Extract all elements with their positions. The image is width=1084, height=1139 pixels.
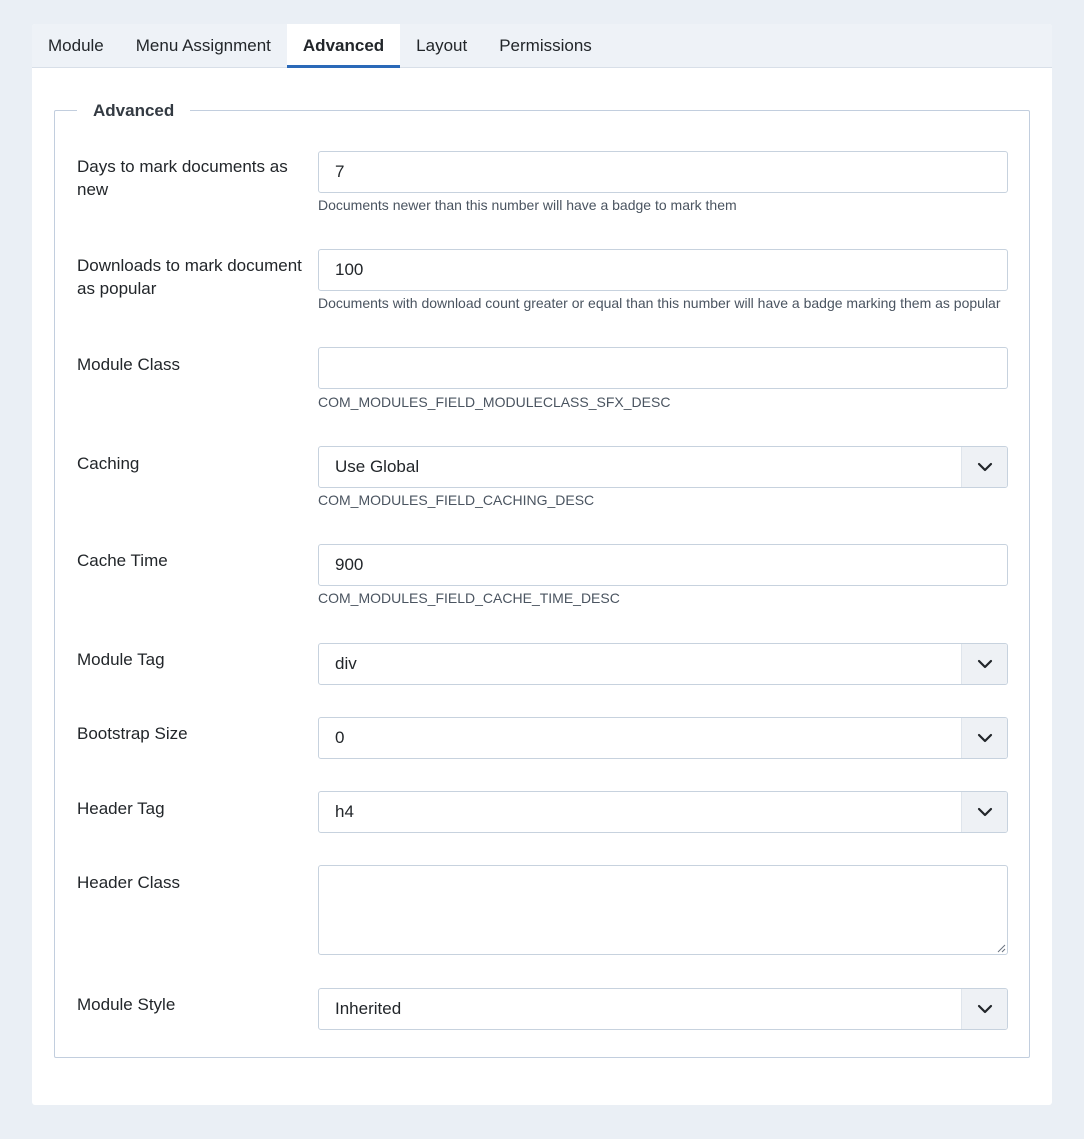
- module-style-dropdown-button[interactable]: [961, 989, 1007, 1029]
- cache-time-help: COM_MODULES_FIELD_CACHE_TIME_DESC: [318, 590, 620, 606]
- fieldset-legend: Advanced: [77, 100, 190, 122]
- chevron-down-icon: [977, 659, 993, 669]
- chevron-down-icon: [977, 462, 993, 472]
- header-class-textarea[interactable]: [318, 865, 1008, 955]
- header-class-label: Header Class: [77, 873, 180, 892]
- days-new-input[interactable]: 7: [318, 151, 1008, 193]
- tab-bar: [32, 24, 1052, 68]
- chevron-down-icon: [977, 733, 993, 743]
- module-class-input[interactable]: [318, 347, 1008, 389]
- bootstrap-size-select[interactable]: [318, 717, 1008, 759]
- module-edit-card: [32, 24, 1052, 1105]
- chevron-down-icon: [977, 807, 993, 817]
- caching-help: COM_MODULES_FIELD_CACHING_DESC: [318, 492, 595, 508]
- downloads-popular-label: Downloads to mark document as popular: [77, 256, 302, 298]
- tab-advanced[interactable]: Advanced: [287, 24, 400, 67]
- module-tag-select[interactable]: [318, 643, 1008, 685]
- header-tag-select[interactable]: [318, 791, 1008, 833]
- bootstrap-size-label: Bootstrap Size: [77, 724, 188, 743]
- advanced-fieldset: [54, 101, 1030, 1058]
- downloads-popular-input[interactable]: 100: [318, 249, 1008, 291]
- header-tag-selected-value: h4: [335, 802, 354, 821]
- module-tag-dropdown-button[interactable]: [961, 644, 1007, 684]
- days-new-label: Days to mark documents as new: [77, 157, 288, 199]
- tab-menu-assignment[interactable]: Menu Assignment: [135, 36, 271, 55]
- tab-module[interactable]: Module: [48, 36, 104, 55]
- module-class-label: Module Class: [77, 355, 180, 374]
- cache-time-label: Cache Time: [77, 551, 168, 570]
- module-style-select[interactable]: [318, 988, 1008, 1030]
- cache-time-input[interactable]: 900: [318, 544, 1008, 586]
- header-tag-dropdown-button[interactable]: [961, 792, 1007, 832]
- bootstrap-size-selected-value: 0: [335, 728, 345, 747]
- caching-dropdown-button[interactable]: [961, 447, 1007, 487]
- caching-selected-value: Use Global: [335, 457, 420, 476]
- days-new-help: Documents newer than this number will have a badge to mark them: [318, 197, 737, 213]
- module-class-help: COM_MODULES_FIELD_MODULECLASS_SFX_DESC: [318, 394, 671, 410]
- module-tag-selected-value: div: [335, 654, 357, 673]
- resize-grip-icon[interactable]: [996, 943, 1006, 953]
- caching-select[interactable]: [318, 446, 1008, 488]
- module-style-selected-value: Inherited: [335, 999, 402, 1018]
- module-tag-label: Module Tag: [77, 650, 165, 669]
- header-tag-label: Header Tag: [77, 799, 165, 818]
- tab-layout[interactable]: Layout: [416, 36, 468, 55]
- module-style-label: Module Style: [77, 995, 176, 1014]
- caching-label: Caching: [77, 454, 140, 473]
- chevron-down-icon: [977, 1004, 993, 1014]
- bootstrap-size-dropdown-button[interactable]: [961, 718, 1007, 758]
- tab-permissions[interactable]: Permissions: [499, 36, 592, 55]
- downloads-popular-help: Documents with download count greater or equal than this number will have a badge marking them as popular: [318, 295, 1001, 311]
